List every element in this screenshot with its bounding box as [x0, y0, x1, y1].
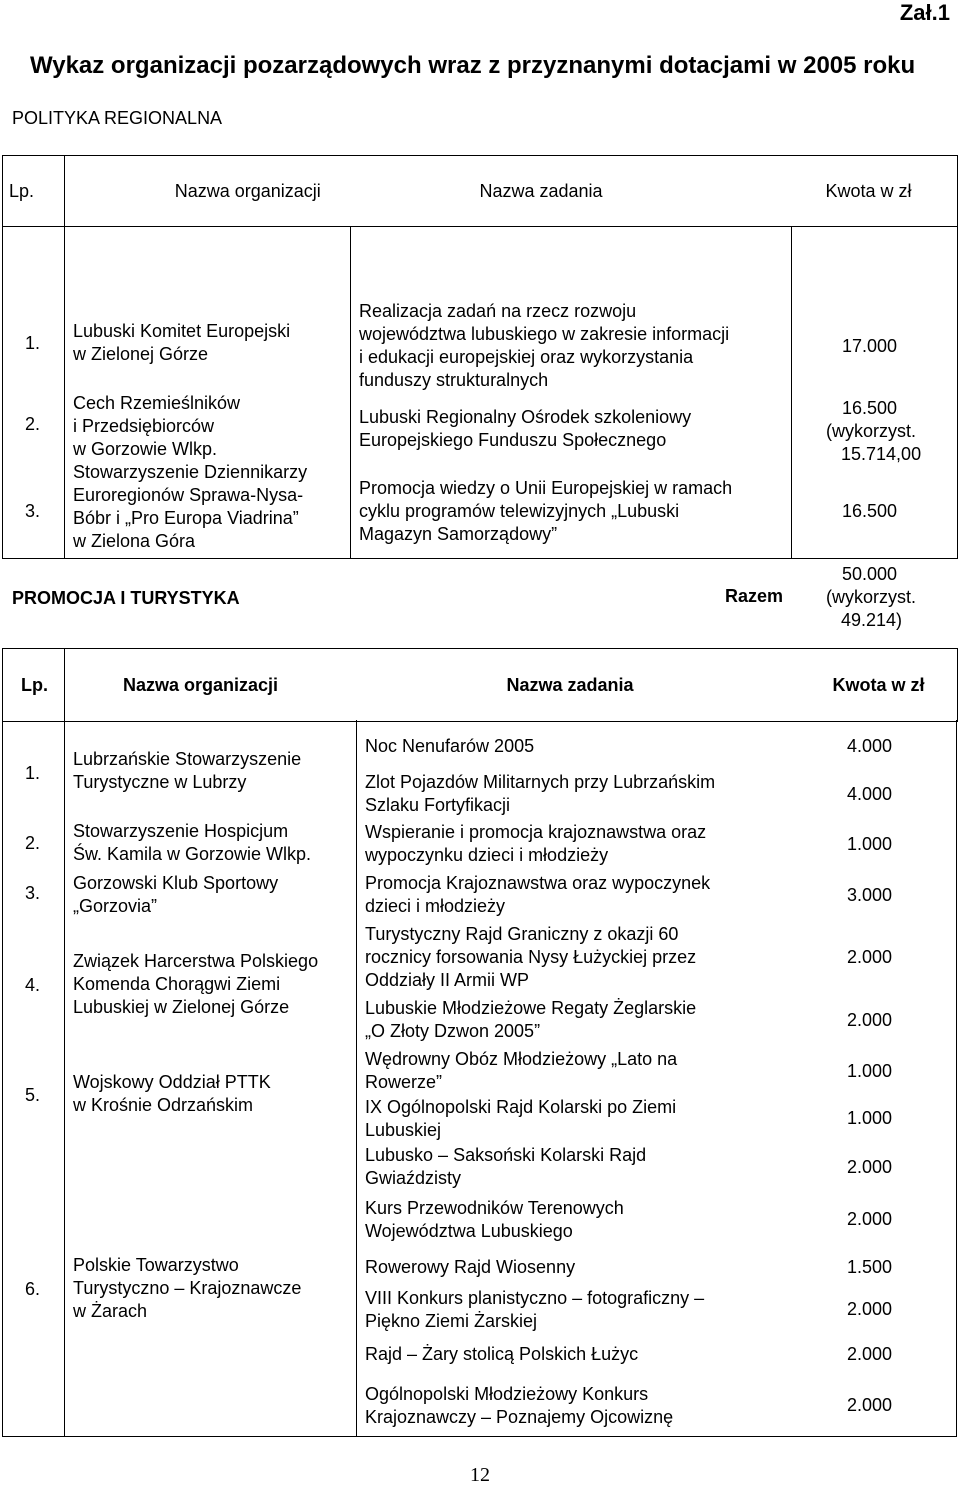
org-line: Euroregionów Sprawa-Nysa-: [73, 485, 304, 505]
org-line: w Zielona Góra: [73, 531, 196, 551]
task-line: cyklu programów telewizyjnych „Lubuski: [359, 501, 680, 521]
org-line: Lubuskiej w Zielonej Górze: [73, 997, 290, 1017]
lp-cell: 1.: [25, 763, 41, 783]
amount-cell: 16.500: [842, 398, 898, 418]
org-line: w Gorzowie Wlkp.: [73, 439, 218, 459]
task-line: Lubusko – Saksoński Kolarski Rajd: [365, 1145, 647, 1165]
task-line: VIII Konkurs planistyczno – fotograficzny –: [365, 1288, 705, 1308]
header-task: Nazwa zadania: [357, 649, 833, 722]
task-line: wypoczynku dzieci i młodzieży: [365, 845, 609, 865]
task-line: Zlot Pojazdów Militarnych przy Lubrzańskim: [365, 772, 716, 792]
header-org: Nazwa organizacji: [65, 649, 357, 722]
page-title: Wykaz organizacji pozarządowych wraz z przyznanymi dotacjami w 2005 roku: [30, 52, 916, 79]
header-lp: Lp.: [3, 649, 65, 722]
task-line: Rowerze”: [365, 1072, 443, 1092]
org-line: w Żarach: [73, 1301, 148, 1321]
total-amount: (wykorzyst.: [826, 587, 916, 607]
org-line: Św. Kamila w Gorzowie Wlkp.: [73, 844, 312, 864]
org-line: Polskie Towarzystwo: [73, 1255, 239, 1275]
task-line: Oddziały II Armii WP: [365, 970, 530, 990]
attachment-label: Zał.1: [899, 0, 950, 25]
org-line: Stowarzyszenie Dziennikarzy: [73, 462, 308, 482]
task-line: Wspieranie i promocja krajoznawstwa oraz: [365, 822, 707, 842]
org-line: Bóbr i „Pro Europa Viadrina”: [73, 508, 299, 528]
task-line: Rajd – Żary stolicą Polskich Łużyc: [365, 1344, 639, 1364]
task-line: Promocja wiedzy o Unii Europejskiej w ramach: [359, 478, 733, 498]
task-line: funduszy strukturalnych: [359, 370, 549, 390]
tourism-table: [2, 648, 958, 722]
task-line: Szlaku Fortyfikacji: [365, 795, 511, 815]
page-number: 12: [470, 1464, 490, 1486]
task-line: Noc Nenufarów 2005: [365, 736, 535, 756]
org-line: Lubrzańskie Stowarzyszenie: [73, 749, 302, 769]
org-line: w Zielonej Górze: [73, 344, 209, 364]
task-line: IX Ogólnopolski Rajd Kolarski po Ziemi: [365, 1097, 677, 1117]
header-task: Nazwa zadania: [351, 156, 792, 227]
section-title-tourism: PROMOCJA I TURYSTYKA: [12, 588, 240, 608]
task-line: Piękno Ziemi Żarskiej: [365, 1311, 538, 1331]
org-line: Cech Rzemieślników: [73, 393, 241, 413]
task-column: [351, 227, 792, 606]
amount-cell: 4.000: [847, 736, 893, 756]
amount-cell: 2.000: [847, 1157, 893, 1177]
amount-cell: 2.000: [847, 1344, 893, 1364]
task-line: Realizacja zadań na rzecz rozwoju: [359, 301, 637, 321]
task-line: Lubuski Regionalny Ośrodek szkoleniowy: [359, 407, 692, 427]
org-line: w Krośnie Odrzańskim: [73, 1095, 254, 1115]
org-line: Turystyczno – Krajoznawcze: [73, 1278, 302, 1298]
header-lp: Lp.: [3, 156, 65, 227]
task-line: Lubuskiej: [365, 1120, 442, 1140]
amount-cell: 1.000: [847, 1061, 893, 1081]
task-line: Krajoznawczy – Poznajemy Ojcowiznę: [365, 1407, 674, 1427]
total-amount: 49.214): [841, 610, 903, 630]
task-line: Gwiaździsty: [365, 1168, 462, 1188]
amount-cell: 15.714,00: [841, 444, 922, 464]
table-body: [3, 227, 958, 559]
org-line: „Gorzovia”: [73, 896, 158, 916]
amount-cell: 16.500: [842, 501, 898, 521]
lp-cell: 2.: [25, 833, 41, 853]
task-line: i edukacji europejskiej oraz wykorzystania: [359, 347, 694, 367]
amount-cell: 17.000: [842, 336, 898, 356]
total-amount: 50.000: [842, 564, 898, 584]
task-line: województwa lubuskiego w zakresie informacji: [359, 324, 730, 344]
lp-cell: 3.: [25, 501, 41, 521]
org-column: [65, 227, 351, 559]
amount-cell: 2.000: [847, 1010, 893, 1030]
amount-cell: 1.500: [847, 1257, 893, 1277]
task-line: dzieci i młodzieży: [365, 896, 506, 916]
amount-cell: 4.000: [847, 784, 893, 804]
task-line: Lubuskie Młodzieżowe Regaty Żeglarskie: [365, 998, 697, 1018]
amount-cell: 2.000: [847, 1209, 893, 1229]
section-title-regional: POLITYKA REGIONALNA: [12, 108, 223, 128]
table-header-row: [3, 649, 958, 722]
lp-cell: 1.: [25, 333, 41, 353]
amount-cell: (wykorzyst.: [826, 421, 916, 441]
header-amount: Kwota w zł: [833, 649, 958, 722]
total-label: Razem: [724, 586, 783, 606]
lp-cell: 4.: [25, 975, 41, 995]
task-line: „O Złoty Dzwon 2005”: [365, 1021, 541, 1041]
org-line: Wojskowy Oddział PTTK: [73, 1072, 271, 1092]
tourism-body: [2, 720, 957, 1437]
org-line: Komenda Chorągwi Ziemi: [73, 974, 281, 994]
task-line: Wędrowny Obóz Młodzieżowy „Lato na: [365, 1049, 678, 1069]
task-line: Ogólnopolski Młodzieżowy Konkurs: [365, 1384, 649, 1404]
org-line: Związek Harcerstwa Polskiego: [73, 951, 319, 971]
org-line: Stowarzyszenie Hospicjum: [73, 821, 289, 841]
amount-cell: 2.000: [847, 947, 893, 967]
task-line: Promocja Krajoznawstwa oraz wypoczynek: [365, 873, 711, 893]
amount-cell: 2.000: [847, 1299, 893, 1319]
amount-column: [792, 227, 958, 630]
task-line: Kurs Przewodników Terenowych: [365, 1198, 624, 1218]
org-line: i Przedsiębiorców: [73, 416, 215, 436]
lp-cell: 6.: [25, 1279, 41, 1299]
task-line: Rowerowy Rajd Wiosenny: [365, 1257, 576, 1277]
org-line: Turystyczne w Lubrzy: [73, 772, 247, 792]
lp-cell: 2.: [25, 414, 41, 434]
lp-column: [3, 227, 65, 559]
amount-cell: 1.000: [847, 834, 893, 854]
task-line: Europejskiego Funduszu Społecznego: [359, 430, 667, 450]
task-line: rocznicy forsowania Nysy Łużyckiej przez: [365, 947, 697, 967]
header-amount: Kwota w zł: [792, 156, 958, 227]
amount-cell: 1.000: [847, 1108, 893, 1128]
task-line: Województwa Lubuskiego: [365, 1221, 573, 1241]
org-line: Lubuski Komitet Europejski: [73, 321, 291, 341]
org-line: Gorzowski Klub Sportowy: [73, 873, 279, 893]
task-line: Turystyczny Rajd Graniczny z okazji 60: [365, 924, 679, 944]
task-line: Magazyn Samorządowy”: [359, 524, 558, 544]
amount-cell: 3.000: [847, 885, 893, 905]
lp-cell: 5.: [25, 1085, 41, 1105]
table-header-row: [3, 156, 958, 227]
lp-cell: 3.: [25, 883, 41, 903]
amount-cell: 2.000: [847, 1395, 893, 1415]
header-org: Nazwa organizacji: [65, 156, 351, 227]
